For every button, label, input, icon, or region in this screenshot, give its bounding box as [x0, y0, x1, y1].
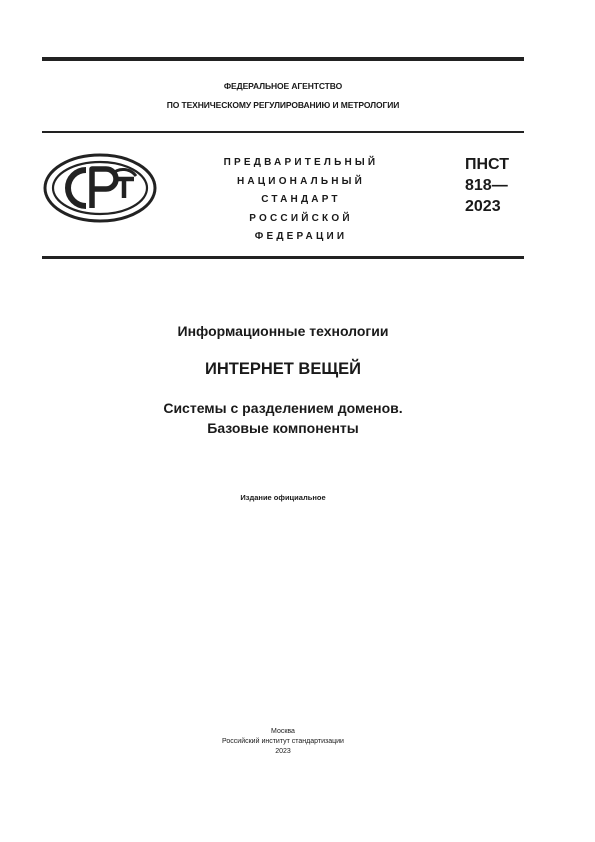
standard-type-line: ПРЕДВАРИТЕЛЬНЫЙ: [223, 157, 379, 168]
imprint-city: Москва: [271, 728, 295, 735]
imprint: [0, 727, 566, 757]
standard-designation: [465, 154, 509, 217]
title-main: ИНТЕРНЕТ ВЕЩЕЙ: [204, 360, 362, 378]
standard-type: [186, 154, 416, 247]
edition-note: Издание официальное: [240, 493, 326, 502]
designation-number: 818—: [465, 177, 508, 194]
title-sub-line2: Базовые компоненты: [207, 420, 359, 436]
standard-type-line: СТАНДАРТ: [261, 194, 341, 205]
imprint-publisher: Российский институт стандартизации: [222, 738, 344, 745]
rst-logo-icon: [42, 152, 158, 224]
title-group: Информационные технологии: [177, 323, 389, 339]
imprint-year: 2023: [275, 748, 291, 755]
title-sub: [0, 398, 566, 438]
agency-name-line2: ПО ТЕХНИЧЕСКОМУ РЕГУЛИРОВАНИЮ И МЕТРОЛОГИИ: [166, 100, 400, 110]
designation-year: 2023: [465, 198, 501, 215]
standard-type-line: НАЦИОНАЛЬНЫЙ: [236, 175, 366, 187]
standard-type-line: ФЕДЕРАЦИИ: [254, 231, 348, 242]
agency-name-line1: ФЕДЕРАЛЬНОЕ АГЕНТСТВО: [223, 81, 343, 91]
header-divider: [42, 131, 524, 133]
title-sub-line1: Системы с разделением доменов.: [163, 400, 403, 416]
standard-type-line: РОССИЙСКОЙ: [249, 212, 353, 224]
header-bottom-rule: [42, 256, 524, 259]
designation-prefix: ПНСТ: [465, 156, 509, 173]
top-rule: [42, 57, 524, 61]
